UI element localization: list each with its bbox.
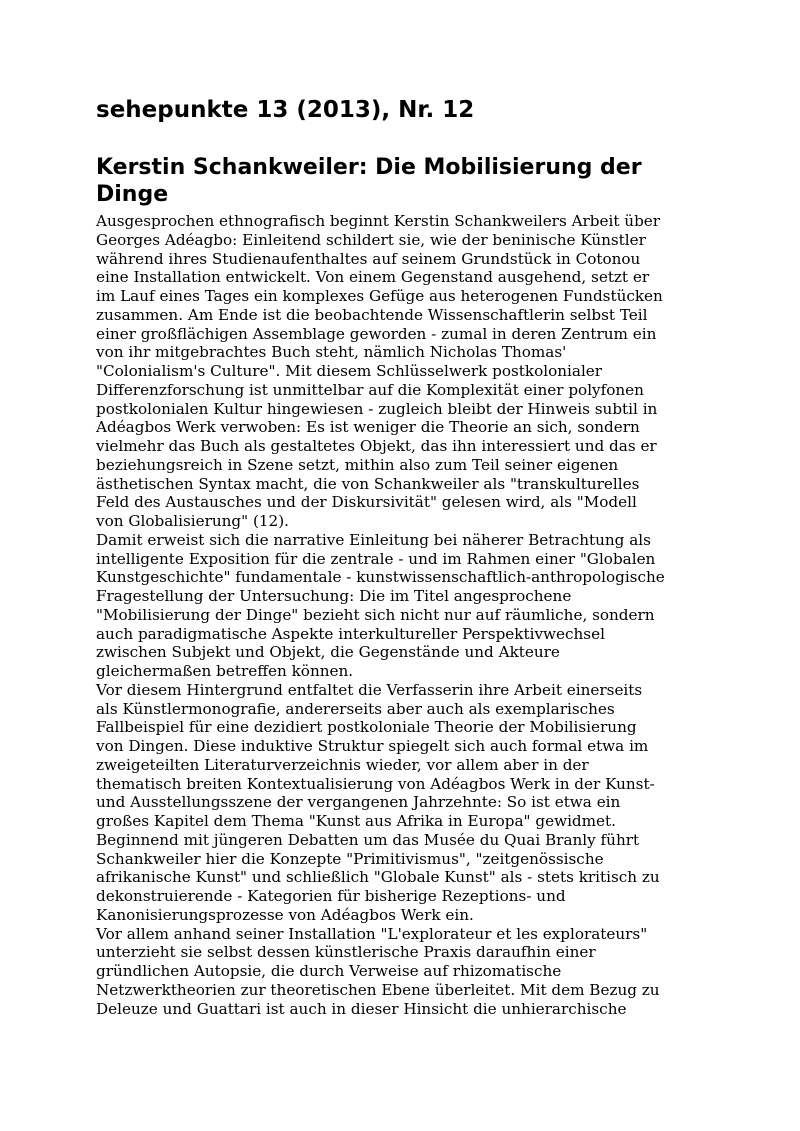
article-body bbox=[96, 212, 706, 1018]
paragraph-2: Damit erweist sich die narrative Einleitung bei näherer Betrachtung als intelligente Exposition für die zentrale - und im Rahmen einer "Globalen Kunstgeschichte" fundamentale - kunstwissenschaftlich-anthropologische Fragestellung der Untersuchung: Die im Titel angesprochene "Mobilisierung der Dinge" bezieht sich nicht nur auf räumliche, sondern auch paradigmatische Aspekte interkultureller Perspektivwechsel zwischen Subjekt und Objekt, die Gegenstände und Akteure gleichermaßen betreffen können. bbox=[96, 530, 665, 680]
paragraph-3: Vor diesem Hintergrund entfaltet die Verfasserin ihre Arbeit einerseits als Künstlermonografie, andererseits aber auch als exemplarisches Fallbeispiel für eine dezidiert postkoloniale Theorie der Mobilisierung von Dingen. Diese induktive Struktur spiegelt sich auch formal etwa im zweigeteilten Literaturverzeichnis wieder, vor allem aber in der thematisch breiten Kontextualisierung von Adéagbos Werk in der Kunst- und Ausstellungsszene der vergangenen Jahrzehnte: So ist etwa ein großes Kapitel dem Thema "Kunst aus Afrika in Europa" gewidmet. Beginnend mit jüngeren Debatten um das Musée du Quai Branly führt Schankweiler hier die Konzepte "Primitivismus", "zeitgenössische afrikanische Kunst" und schließlich "Globale Kunst" als - stets kritisch zu dekonstruierende - Kategorien für bisherige Rezeptions- und Kanonisierungsprozesse von Adéagbos Werk ein. bbox=[96, 680, 660, 924]
document-page bbox=[96, 96, 706, 1018]
paragraph-1: Ausgesprochen ethnografisch beginnt Kerstin Schankweilers Arbeit über Georges Adéagbo: Einleitend schildert sie, wie der beninische Künstler während ihres Studienaufenthaltes auf seinem Grundstück in Cotonou eine Installation entwickelt. Von einem Gegenstand ausgehend, setzt er im Lauf eines Tages ein komplexes Gefüge aus heterogenen Fundstücken zusammen. Am Ende ist die beobachtende Wissenschaftlerin selbst Teil einer großflächigen Assemblage geworden - zumal in deren Zentrum ein von ihr mitgebrachtes Buch steht, nämlich Nicholas Thomas' "Colonialism's Culture". Mit diesem Schlüsselwerk postkolonialer Differenzforschung ist unmittelbar auf die Komplexität einer polyfonen postkolonialen Kultur hingewiesen - zugleich bleibt der Hinweis subtil in Adéagbos Werk verwoben: Es ist weniger die Theorie an sich, sondern vielmehr das Buch als gestaltetes Objekt, das ihn interessiert und das er beziehungsreich in Szene setzt, mithin also zum Teil seiner eigenen ästhetischen Syntax macht, die von Schankweiler als "transkulturelles Feld des Austausches und der Diskursivität" gelesen wird, als "Modell von Globalisierung" (12). bbox=[96, 212, 663, 530]
article-title: Kerstin Schankweiler: Die Mobilisierung der Dinge bbox=[96, 155, 642, 207]
journal-title: sehepunkte 13 (2013), Nr. 12 bbox=[96, 97, 475, 123]
paragraph-4: Vor allem anhand seiner Installation "L'explorateur et les explorateurs" unterzieht sie selbst dessen künstlerische Praxis daraufhin einer gründlichen Autopsie, die durch Verweise auf rhizomatische Netzwerktheorien zur theoretischen Ebene überleitet. Mit dem Bezug zu Deleuze und Guattari ist auch in dieser Hinsicht die unhierarchische bbox=[96, 924, 660, 1018]
